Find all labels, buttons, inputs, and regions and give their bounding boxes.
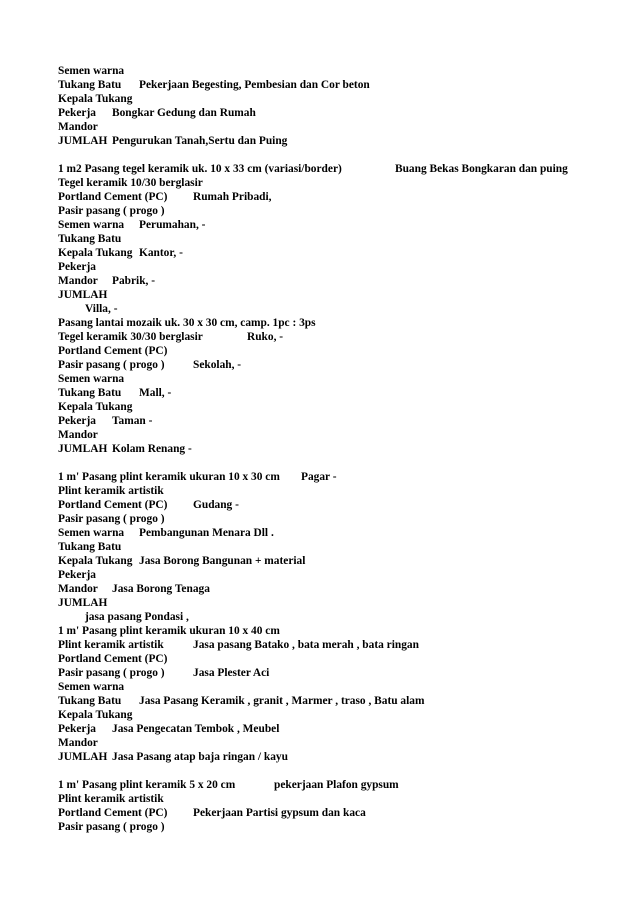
text-line: Plint keramik artistik Jasa pasang Batako , bata merah , bata ringan — [58, 639, 419, 651]
text-line: 1 m' Pasang plint keramik 5 x 20 cm pekerjaan Plafon gypsum — [58, 779, 399, 791]
text-line: Semen warna — [58, 681, 125, 693]
text-line: Pekerja Jasa Pengecatan Tembok , Meubel — [58, 723, 280, 735]
text-line: Pekerja — [58, 569, 96, 581]
text-line: Semen warna — [58, 373, 125, 385]
text-line: Pasir pasang ( progo ) — [58, 821, 165, 833]
text-line: Tegel keramik 30/30 berglasir Ruko, - — [58, 331, 284, 343]
text-line: Portland Cement (PC) — [58, 345, 168, 357]
text-line: Tukang Batu Pekerjaan Begesting, Pembesian dan Cor beton — [58, 79, 370, 91]
text-line: Kepala Tukang — [58, 93, 133, 105]
text-line: Semen warna — [58, 65, 125, 77]
text-line: Kepala Tukang — [58, 401, 133, 413]
document-page: Semen warna Tukang Batu Pekerjaan Begesting, Pembesian dan Cor beton Kepala Tukang Pekerja Bongkar Gedung dan Rumah Mandor JUMLAH Pengurukan Tanah,Sertu dan Puing 1 m2 Pasang tegel keramik uk. 10 x 33 cm (variasi/border) Buang Bekas Bongkaran dan puing Tegel keramik 10/30 berglasir Portland Cement (PC) Rumah Pribadi, Pasir pasang ( progo ) Semen warna Perumahan, - Tukang Batu Kepala Tukang Kantor, - Pekerja Mandor Pabrik, - JUMLAH Villa, - Pasang lantai mozaik uk. 30 x 30 cm, camp. 1pc : 3ps Tegel keramik 30/30 berglasir Ruko, - Portland Cement (PC) Pasir pasang ( progo ) Sekolah, - Semen warna Tukang Batu Mall, - Kepala Tukang Pekerja Taman - Mandor JUMLAH Kolam Renang - 1 m' Pasang plint keramik ukuran 10 x 30 cm Pagar - Plint keramik artistik Portland Cement (PC) Gudang - Pasir pasang ( progo ) Semen warna Pembangunan Menara Dll . Tukang Batu Kepala Tukang Jasa Borong Bangunan + material Pekerja Mandor Jasa Borong Tenaga JUMLAH jasa pasang Pondasi , 1 m' Pasang plint keramik ukuran 10 x 40 cm Plint keramik artistik Jasa pasang Batako , bata merah , bata ringan Portland Cement (PC) Pasir pasang ( progo ) Jasa Plester Aci Semen warna Tukang Batu Jasa Pasang Keramik , granit , Marmer , traso , Batu alam Kepala Tukang Pekerja Jasa Pengecatan Tembok , Meubel Mandor JUMLAH Jasa Pasang atap baja ringan / kayu 1 m' Pasang plint keramik 5 x 20 cm pekerjaan Plafon gypsum Plint keramik artistik Portland Cement (PC) Pekerjaan Partisi gypsum dan kaca Pasir pasang ( progo ) — [58, 65, 568, 833]
text-line: Pasir pasang ( progo ) — [58, 205, 165, 217]
text-line: Pasir pasang ( progo ) Sekolah, - — [58, 359, 242, 371]
text-line: Pasang lantai mozaik uk. 30 x 30 cm, camp. 1pc : 3ps — [58, 317, 316, 329]
text-line: Plint keramik artistik — [58, 485, 164, 497]
text-line: Tukang Batu Mall, - — [58, 387, 172, 399]
text-line: Mandor — [58, 121, 98, 133]
text-line: Portland Cement (PC) — [58, 653, 168, 665]
text-line: Semen warna Perumahan, - — [58, 219, 206, 231]
text-line: JUMLAH Kolam Renang - — [58, 443, 192, 455]
text-line: Plint keramik artistik — [58, 793, 164, 805]
text-line: Mandor — [58, 737, 98, 749]
text-line: Pasir pasang ( progo ) — [58, 513, 165, 525]
text-line: Pasir pasang ( progo ) Jasa Plester Aci — [58, 667, 270, 679]
text-line: Kepala Tukang — [58, 709, 133, 721]
text-line: 1 m' Pasang plint keramik ukuran 10 x 40 cm — [58, 625, 280, 637]
text-line: JUMLAH Pengurukan Tanah,Sertu dan Puing — [58, 135, 288, 147]
text-line: JUMLAH Jasa Pasang atap baja ringan / kayu — [58, 751, 288, 763]
text-line: Pekerja Taman - — [58, 415, 153, 427]
text-line: Pekerja — [58, 261, 96, 273]
text-line: JUMLAH — [58, 597, 108, 609]
text-line: Semen warna Pembangunan Menara Dll . — [58, 527, 274, 539]
text-line: Portland Cement (PC) Gudang - — [58, 499, 239, 511]
text-line: Portland Cement (PC) Rumah Pribadi, — [58, 191, 272, 203]
text-line: Mandor Jasa Borong Tenaga — [58, 583, 210, 595]
text-line: JUMLAH — [58, 289, 108, 301]
text-line: Kepala Tukang Kantor, - — [58, 247, 183, 259]
text-line: Portland Cement (PC) Pekerjaan Partisi gypsum dan kaca — [58, 807, 366, 819]
text-line: 1 m' Pasang plint keramik ukuran 10 x 30 cm Pagar - — [58, 471, 337, 483]
text-line: 1 m2 Pasang tegel keramik uk. 10 x 33 cm (variasi/border) Buang Bekas Bongkaran dan puing — [58, 163, 568, 175]
text-line: Mandor — [58, 429, 98, 441]
text-line: Tegel keramik 10/30 berglasir — [58, 177, 203, 189]
text-line: Tukang Batu — [58, 541, 122, 553]
text-line: Tukang Batu Jasa Pasang Keramik , granit , Marmer , traso , Batu alam — [58, 695, 425, 707]
text-line: Mandor Pabrik, - — [58, 275, 156, 287]
text-line: Pekerja Bongkar Gedung dan Rumah — [58, 107, 256, 119]
text-line: Tukang Batu — [58, 233, 122, 245]
text-line: Kepala Tukang Jasa Borong Bangunan + material — [58, 555, 306, 567]
